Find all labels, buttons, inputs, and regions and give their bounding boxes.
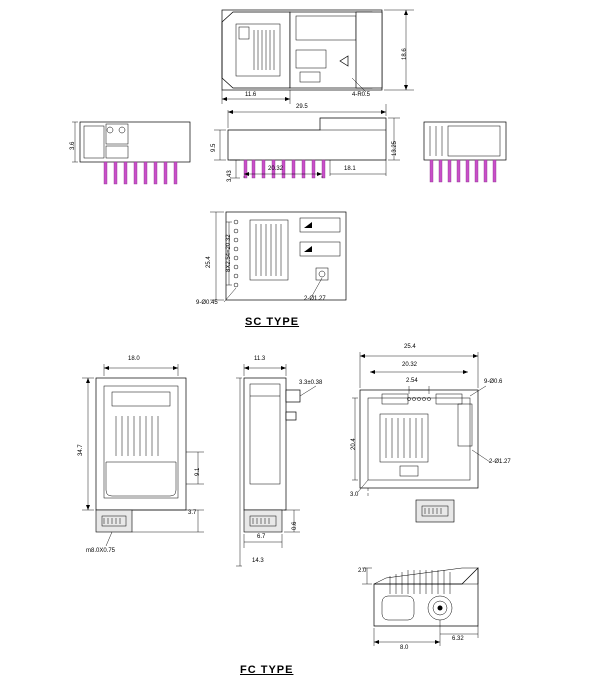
fc-bottom-small-holes-dim: 9-Ø0.6 [484,379,503,385]
sc-front-pitch-b-dim: 18.1 [344,166,356,172]
fc-detail-height-dim: 2.0 [358,568,367,574]
sc-top-width-dim: 11.6 [245,92,257,98]
fc-bottom-large-holes-dim: 2-Ø1.27 [489,459,511,465]
fc-detail-offset-dim: 6.32 [452,636,464,642]
fc-front-foot-dim: 3.7 [188,510,197,516]
sc-bottom-large-holes-dim: 2-Ø1.27 [304,296,326,302]
sc-bottom-pin-span-dim: 8X2.54=20.32 [226,234,232,272]
fc-bottom-edge-dim: 3.0 [350,492,359,498]
fc-side-foot-width-dim: 6.7 [257,534,266,540]
fc-front-height-dim: 34.7 [78,444,84,456]
sc-side-thickness-dim: 3.6 [70,141,76,150]
fc-side-width-dim: 11.3 [254,356,266,362]
fc-bottom-height-dim: 20.4 [351,438,357,450]
fc-bottom-pitch-dim: 20.32 [402,362,418,368]
sc-front-pin-length-dim: 3.43 [227,170,233,182]
fc-front-thread-dim: m8.0X0.75 [86,548,116,554]
sc-bottom-height-dim: 25.4 [206,256,212,268]
fc-side-total-height-dim: 14.3 [252,558,264,564]
sc-top-height-dim: 18.6 [402,48,408,60]
sc-type-title: SC TYPE [245,316,300,328]
fc-type-title: FC TYPE [240,664,294,676]
fc-bottom-width-dim: 25.4 [404,344,416,350]
fc-side-foot-height-dim: 0.6 [292,521,298,530]
sc-front-width-dim: 29.5 [296,104,308,110]
sc-front-pitch-a-dim: 20.32 [268,166,284,172]
fc-detail-width-dim: 8.0 [400,645,409,651]
fc-side-pin-dim: 3.3±0.38 [299,380,323,386]
fc-front-tab-dim: 9.1 [195,467,201,476]
sc-bottom-small-holes-dim: 9-Ø0.45 [196,300,218,306]
sc-front-right-height-dim: 13.25 [392,140,398,156]
fc-front-width-dim: 18.0 [128,356,140,362]
sc-top-chamfer-dim: 4-R0.5 [352,92,371,98]
sc-front-left-height-dim: 9.5 [211,143,217,152]
fc-bottom-pin-pitch-dim: 2.54 [406,378,418,384]
